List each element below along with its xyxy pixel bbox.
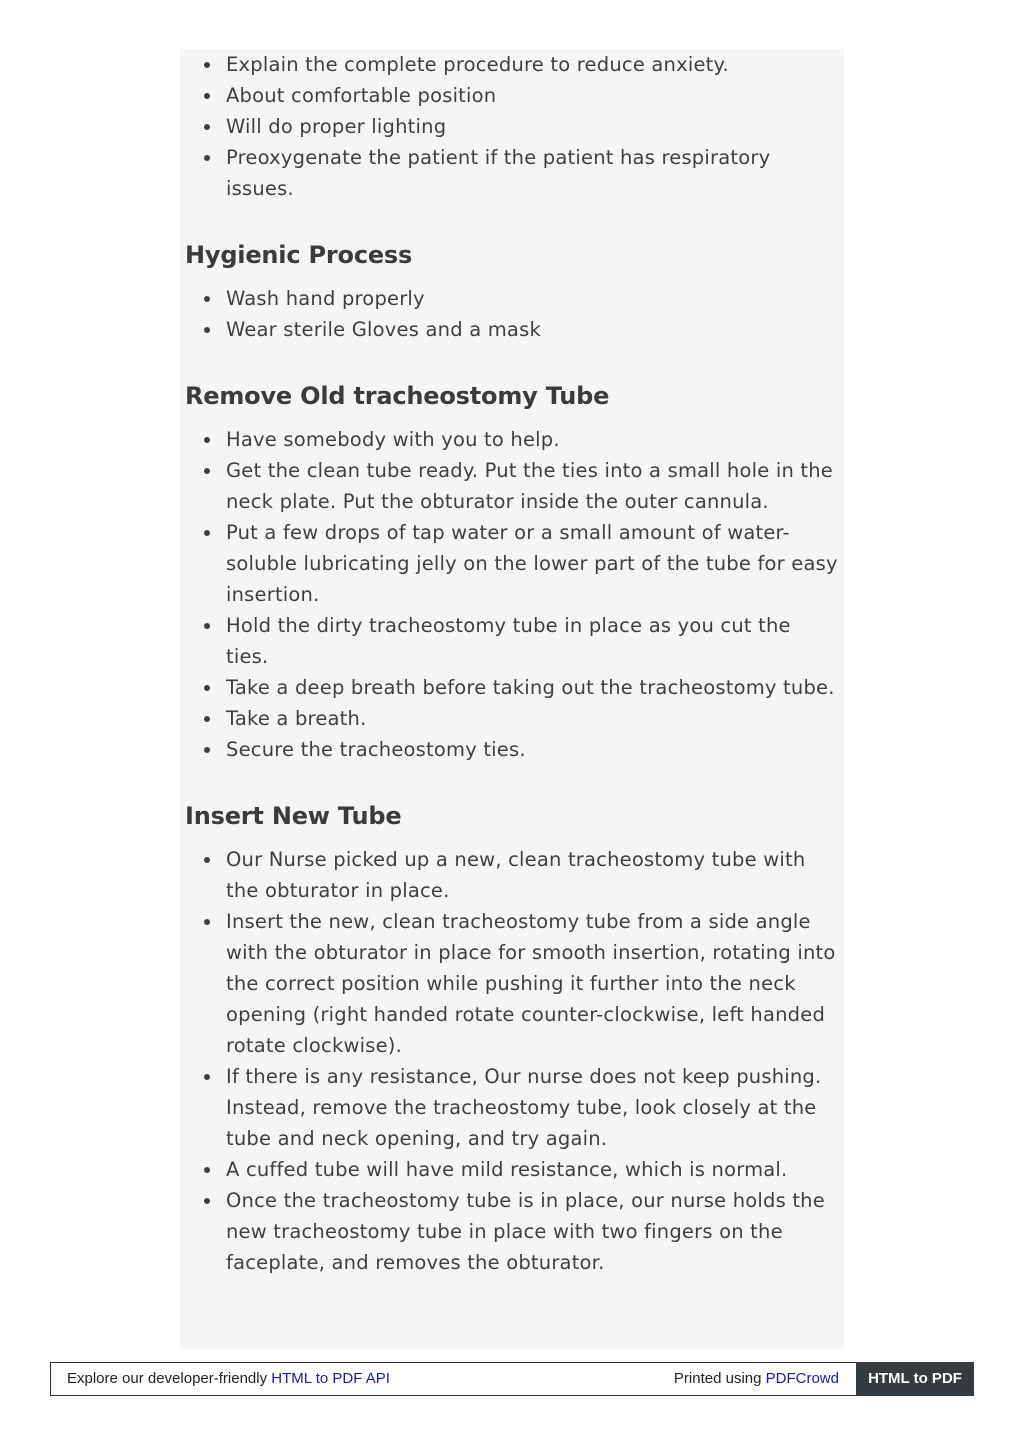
list-item: A cuffed tube will have mild resistance, which is normal. (185, 1154, 839, 1185)
list-item: Get the clean tube ready. Put the ties into a small hole in the neck plate. Put the obturator inside the outer cannula. (185, 455, 839, 517)
prep-list (185, 49, 839, 204)
list-item: Preoxygenate the patient if the patient has respiratory issues. (185, 142, 839, 204)
list-item: Wash hand properly (185, 283, 839, 314)
pdfcrowd-footer (50, 1362, 974, 1396)
insert-tube-list (185, 844, 839, 1278)
list-item: Put a few drops of tap water or a small amount of water-soluble lubricating jelly on the lower part of the tube for easy insertion. (185, 517, 839, 610)
list-item: Explain the complete procedure to reduce anxiety. (185, 49, 839, 80)
footer-printed (674, 1363, 839, 1395)
pdfcrowd-link[interactable]: PDFCrowd (765, 1370, 839, 1387)
list-item: Secure the tracheostomy ties. (185, 734, 839, 765)
hygiene-list (185, 283, 839, 345)
list-item: Will do proper lighting (185, 111, 839, 142)
list-item: Once the tracheostomy tube is in place, our nurse holds the new tracheostomy tube in place with two fingers on the faceplate, and removes the obturator. (185, 1185, 839, 1278)
list-item: Wear sterile Gloves and a mask (185, 314, 839, 345)
list-item: Hold the dirty tracheostomy tube in place as you cut the ties. (185, 610, 839, 672)
remove-tube-list (185, 424, 839, 765)
list-item: Insert the new, clean tracheostomy tube from a side angle with the obturator in place for smooth insertion, rotating into the correct position while pushing it further into the neck opening (right handed rotate counter-clockwise, left handed rotate clockwise). (185, 906, 839, 1061)
heading-hygienic-process: Hygienic Process (185, 241, 413, 269)
html-to-pdf-button[interactable]: HTML to PDF (856, 1362, 974, 1396)
heading-remove-old-tube: Remove Old tracheostomy Tube (185, 382, 610, 410)
footer-printed-text: Printed using (673, 1370, 766, 1387)
footer-explore (67, 1363, 390, 1395)
list-item: If there is any resistance, Our nurse does not keep pushing. Instead, remove the tracheostomy tube, look closely at the tube and neck opening, and try again. (185, 1061, 839, 1154)
list-item: Take a breath. (185, 703, 839, 734)
footer-explore-text: Explore our developer-friendly (67, 1370, 272, 1387)
html-to-pdf-api-link[interactable]: HTML to PDF API (271, 1370, 390, 1387)
article-content (180, 49, 844, 1349)
list-item: Take a deep breath before taking out the tracheostomy tube. (185, 672, 839, 703)
heading-insert-new-tube: Insert New Tube (185, 802, 402, 830)
list-item: Have somebody with you to help. (185, 424, 839, 455)
list-item: Our Nurse picked up a new, clean tracheostomy tube with the obturator in place. (185, 844, 839, 906)
list-item: About comfortable position (185, 80, 839, 111)
